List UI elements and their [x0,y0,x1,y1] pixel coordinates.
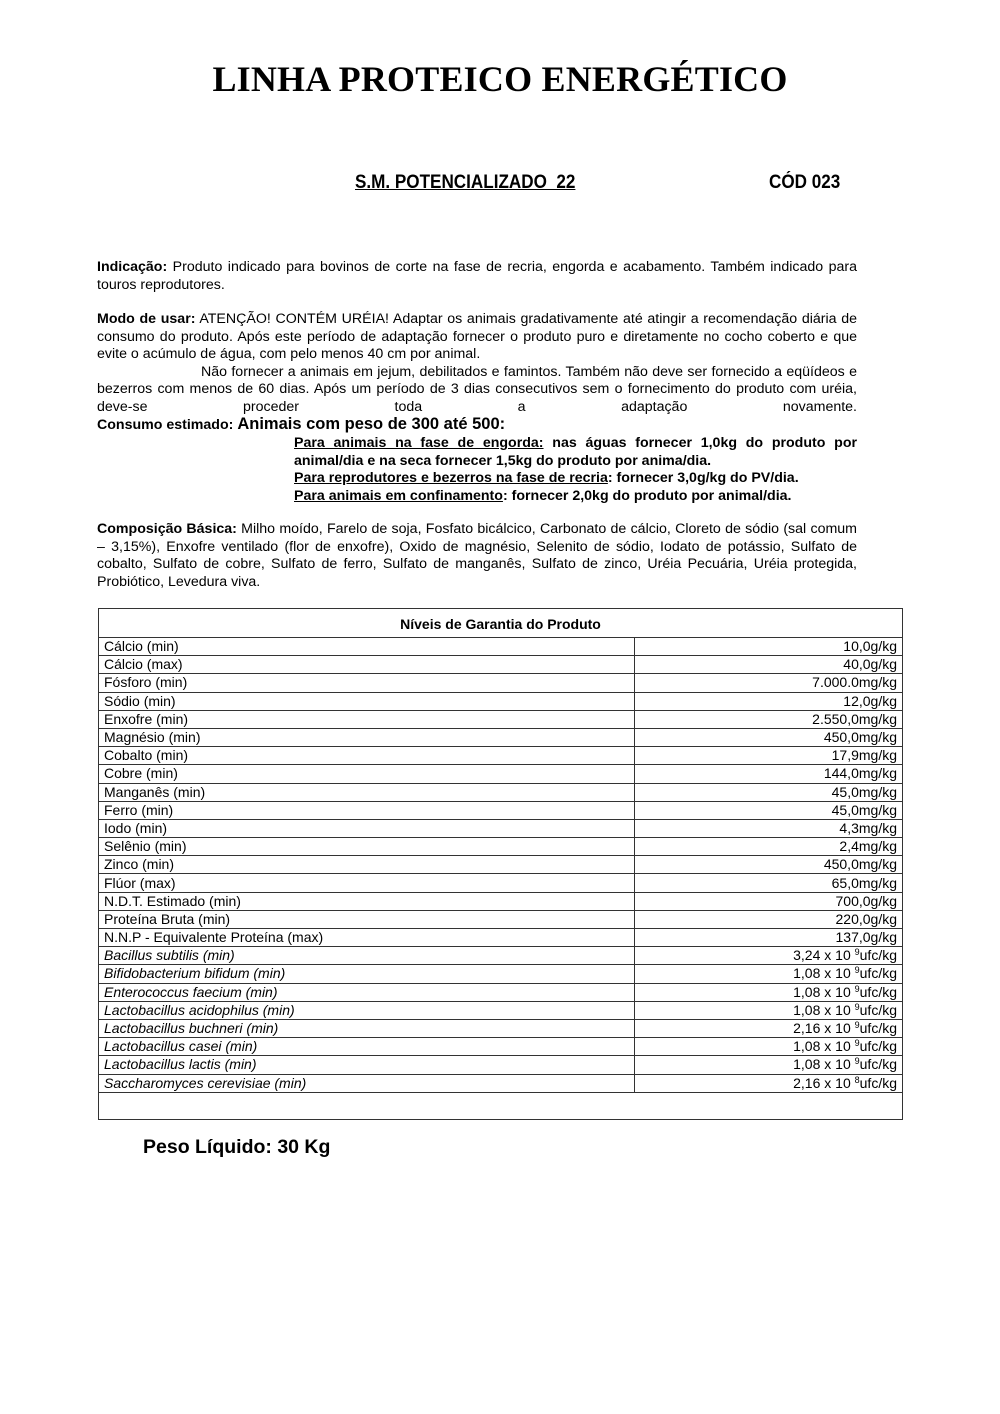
modo-de-usar-paragraph-1: ATENÇÃO! CONTÉM URÉIA! Adaptar os animais gradativamente até atingir a recomendação diária de consumo do produto. Após este período de adaptação fornecer o produto puro e diretamente no cocho coberto e que evite o acúmulo de água, com pelo menos 40 cm por animal. [97,311,858,362]
value-exponent: 9 [854,947,860,958]
table-row [99,1056,903,1074]
table-row [99,983,903,1001]
indicacao-label: Indicação: [97,259,168,275]
table-row [99,747,903,765]
nutrient-value: 450,0mg/kg [635,856,903,874]
composicao-section [97,521,857,591]
consumo-heading: Animais com peso de 300 até 500: [237,415,506,433]
table-row [99,856,903,874]
table-row [99,892,903,910]
microorganism-value [635,1001,903,1019]
nutrient-name: Cobalto (min) [99,747,635,765]
nutrient-value: 700,0g/kg [635,892,903,910]
value-mantissa: 3,24 x 10 [793,947,855,964]
table-row [99,874,903,892]
nutrient-value: 220,0g/kg [635,910,903,928]
nutrient-name: Magnésio (min) [99,728,635,746]
nutrient-name: Manganês (min) [99,783,635,801]
modo-de-usar-section [97,311,857,416]
table-row [99,947,903,965]
table-row [99,838,903,856]
table-row [99,819,903,837]
value-mantissa: 1,08 x 10 [793,1038,855,1055]
microorganism-value [635,1074,903,1092]
consumo-estimado [97,415,505,434]
nutrient-name: Selênio (min) [99,838,635,856]
peso-liquido: Peso Líquido: 30 Kg [143,1136,331,1158]
value-exponent: 9 [854,1020,860,1031]
table-row [99,728,903,746]
table-row [99,801,903,819]
consumo-item-title: Para animais na fase de engorda: [294,435,544,451]
value-exponent: 8 [854,1074,860,1085]
microorganism-value [635,1019,903,1037]
value-unit: ufc/kg [859,1038,897,1055]
nutrient-name: N.D.T. Estimado (min) [99,892,635,910]
nutrient-name: Cálcio (min) [99,638,635,656]
modo-de-usar-paragraph-2: Não fornecer a animais em jejum, debilitados e famintos. Também não deve ser fornecido a eqüídeos e bezerros com menos de 60 dias. Após um período de 3 dias consecutivos sem o fornecimento do produto com uréia, deve-se proceder toda a adaptação novamente. [97,363,857,415]
nutrient-value: 4,3mg/kg [635,819,903,837]
nutrient-name: Fósforo (min) [99,674,635,692]
microorganism-name: Lactobacillus casei (min) [99,1038,635,1056]
microorganism-value [635,965,903,983]
indicacao-section [97,259,857,294]
value-exponent: 9 [854,1001,860,1012]
product-code: CÓD 023 [769,172,841,193]
nutrient-value: 450,0mg/kg [635,728,903,746]
value-unit: ufc/kg [859,1001,897,1018]
microorganism-name: Lactobacillus lactis (min) [99,1056,635,1074]
consumo-list [294,435,857,505]
nutrient-value: 17,9mg/kg [635,747,903,765]
consumo-label: Consumo estimado: [97,417,234,433]
nutrient-name: Proteína Bruta (min) [99,910,635,928]
table-row [99,674,903,692]
nutrient-name: N.N.P - Equivalente Proteína (max) [99,929,635,947]
microorganism-value [635,1038,903,1056]
table-row [99,692,903,710]
consumo-item-title: Para animais em confinamento [294,487,503,504]
nutrient-value: 2.550,0mg/kg [635,710,903,728]
table-row [99,1074,903,1092]
value-unit: ufc/kg [859,1020,897,1037]
microorganism-name: Lactobacillus buchneri (min) [99,1019,635,1037]
nutrient-name: Cobre (min) [99,765,635,783]
value-mantissa: 1,08 x 10 [793,1001,855,1018]
nutrient-name: Sódio (min) [99,692,635,710]
table-row [99,710,903,728]
empty-cell [99,1092,903,1119]
microorganism-name: Bacillus subtilis (min) [99,947,635,965]
table-row [99,765,903,783]
microorganism-name: Enterococcus faecium (min) [99,983,635,1001]
document-title: LINHA PROTEICO ENERGÉTICO [212,59,788,99]
nutrient-value: 12,0g/kg [635,692,903,710]
nutrient-value: 65,0mg/kg [635,874,903,892]
consumo-item-text: nas águas fornecer 1,0kg do produto por animal/dia e na seca fornecer 1,5kg do produto por anima/dia. [294,435,858,469]
table-row [99,783,903,801]
nutrient-value: 137,0g/kg [635,929,903,947]
microorganism-value [635,947,903,965]
consumo-item-text: : fornecer 3,0g/kg do PV/dia. [607,470,799,486]
consumo-item-title: Para reprodutores e bezerros na fase de recria [294,470,608,486]
value-unit: ufc/kg [859,1056,897,1073]
nutrient-name: Iodo (min) [99,819,635,837]
consumo-item [294,488,857,506]
nutrient-name: Ferro (min) [99,801,635,819]
table-row [99,910,903,928]
microorganism-name: Lactobacillus acidophilus (min) [99,1001,635,1019]
garantia-table-header: Níveis de Garantia do Produto [99,609,903,638]
nutrient-value: 7.000.0mg/kg [635,674,903,692]
value-mantissa: 2,16 x 10 [793,1074,855,1091]
consumo-item [294,435,857,470]
garantia-table [98,608,903,1120]
composicao-label: Composição Básica: [97,521,237,537]
consumo-item-text: : fornecer 2,0kg do produto por animal/dia. [502,487,792,504]
indicacao-text: Produto indicado para bovinos de corte na fase de recria, engorda e acabamento. Também indicado para touros reprodutores. [97,259,857,293]
nutrient-name: Cálcio (max) [99,656,635,674]
table-row [99,1001,903,1019]
table-row [99,1038,903,1056]
nutrient-value: 2,4mg/kg [635,838,903,856]
table-row [99,638,903,656]
microorganism-name: Bifidobacterium bifidum (min) [99,965,635,983]
value-unit: ufc/kg [859,1074,897,1091]
table-row [99,965,903,983]
value-exponent: 9 [854,965,860,976]
table-row [99,1019,903,1037]
nutrient-name: Zinco (min) [99,856,635,874]
nutrient-name: Enxofre (min) [99,710,635,728]
value-unit: ufc/kg [859,983,897,1000]
microorganism-value [635,1056,903,1074]
microorganism-value [635,983,903,1001]
table-row [99,929,903,947]
nutrient-value: 40,0g/kg [635,656,903,674]
value-exponent: 9 [854,1056,860,1067]
composicao-text: Milho moído, Farelo de soja, Fosfato bicálcico, Carbonato de cálcio, Cloreto de sódio (sal comum – 3,15%), Enxofre ventilado (flor de enxofre), Oxido de magnésio, Selenito de sódio, Iodato de potássio, Sulfato de cobalto, Sulfato de cobre, Sulfato de ferro, Sulfato de manganês, Sulfato de zinco, Uréia Pecuária, Uréia protegida, Probiótico, Levedura viva. [97,521,857,590]
nutrient-value: 45,0mg/kg [635,801,903,819]
value-unit: ufc/kg [859,947,897,964]
value-mantissa: 1,08 x 10 [793,965,855,982]
value-mantissa: 1,08 x 10 [793,1056,855,1073]
nutrient-value: 10,0g/kg [635,638,903,656]
nutrient-name: Flúor (max) [99,874,635,892]
empty-table-row [99,1092,903,1119]
value-exponent: 9 [854,1038,860,1049]
table-row [99,656,903,674]
product-name: S.M. POTENCIALIZADO 22 [355,172,576,193]
nutrient-value: 144,0mg/kg [635,765,903,783]
modo-de-usar-label: Modo de usar: [97,311,196,327]
nutrient-value: 45,0mg/kg [635,783,903,801]
value-mantissa: 1,08 x 10 [793,983,855,1000]
value-exponent: 9 [854,983,860,994]
value-mantissa: 2,16 x 10 [793,1020,855,1037]
value-unit: ufc/kg [859,965,897,982]
consumo-item [294,470,857,488]
microorganism-name: Saccharomyces cerevisiae (min) [99,1074,635,1092]
